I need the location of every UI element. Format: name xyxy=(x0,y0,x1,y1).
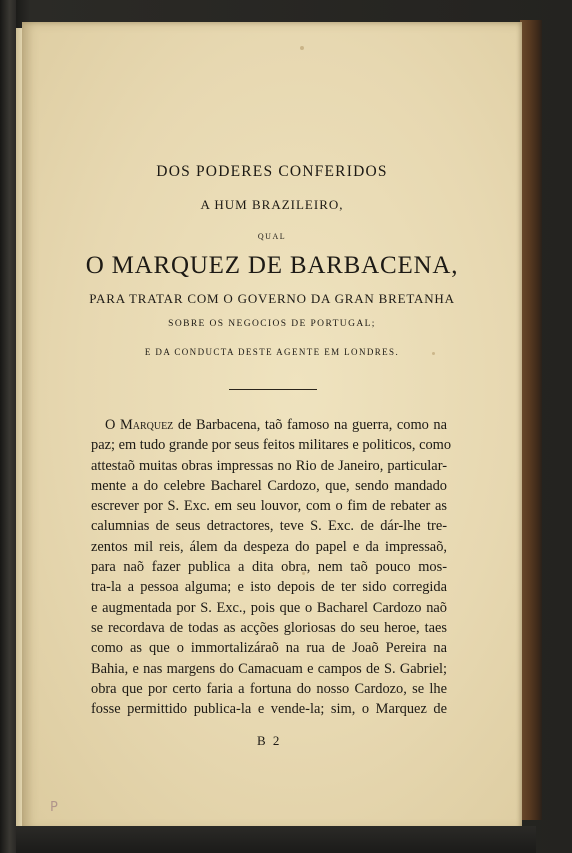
book-spine xyxy=(0,0,16,853)
heading-line-3: QUAL xyxy=(257,232,287,241)
foxing-spot xyxy=(300,46,304,50)
text-line: Bahia, e nas margens do Camacuam e campos de S. Gabriel; xyxy=(91,660,447,677)
text-line: escrever por S. Exc. em seu louvor, com o fim de rebater as xyxy=(91,498,447,515)
scan-bottom-edge xyxy=(16,826,536,853)
heading-line-1: DOS PODERES CONFERIDOS xyxy=(156,163,388,180)
library-stamp-mark: P xyxy=(50,800,58,815)
text-line: mente a do celebre Bacharel Cardozo, que, sendo mandado xyxy=(91,477,447,494)
heading-line-2: A HUM BRAZILEIRO, xyxy=(200,197,344,212)
text-line: fosse permittido publica-la e vende-la; sim, o Marquez de xyxy=(91,701,447,718)
body-paragraph xyxy=(91,415,452,719)
divider-rule xyxy=(229,389,317,390)
line-1-text: de Barbacena, taõ famoso na guerra, como na xyxy=(173,417,448,433)
text-line: para naõ fazer publica a dita obra, nem taõ pouco mos- xyxy=(91,559,447,576)
heading-title: O MARQUEZ DE BARBACENA, xyxy=(85,252,459,279)
text-line: paz; em tudo grande por seus feitos militares e politicos, como xyxy=(91,437,452,454)
text-line: calumnias de seus detractores, teve S. Exc. de dár-lhe tre- xyxy=(91,518,447,535)
signature-mark: B 2 xyxy=(257,733,282,748)
text-line xyxy=(91,415,447,435)
text-line: tra-la a pessoa alguma; e isto depois de ter sido corregida xyxy=(91,579,447,596)
heading-line-6: SOBRE OS NEGOCIOS DE PORTUGAL; xyxy=(168,319,376,329)
text-line: se recordava de todas as acções gloriosas do seu heroe, taes xyxy=(91,619,447,636)
text-line: como as que o immortalizáraõ na rua de Joaõ Pereira na xyxy=(91,640,447,657)
text-line: obra que por certo faria a fortuna do nosso Cardozo, se lhe xyxy=(91,680,447,697)
heading-line-5: PARA TRATAR COM O GOVERNO DA GRAN BRETANHA xyxy=(89,291,455,306)
text-line: zentos mil reis, álem da despeza do papel e da impressaõ, xyxy=(91,538,447,555)
heading-line-7: E DA CONDUCTA DESTE AGENTE EM LONDRES. xyxy=(144,347,400,357)
opening-words: O Marquez xyxy=(105,417,174,433)
text-line: e augmentada por S. Exc., pois que o Bacharel Cardozo naõ xyxy=(91,599,447,616)
text-line: attestaõ muitas obras impressas no Rio de Janeiro, particular- xyxy=(91,457,447,474)
cover-board xyxy=(520,20,542,820)
